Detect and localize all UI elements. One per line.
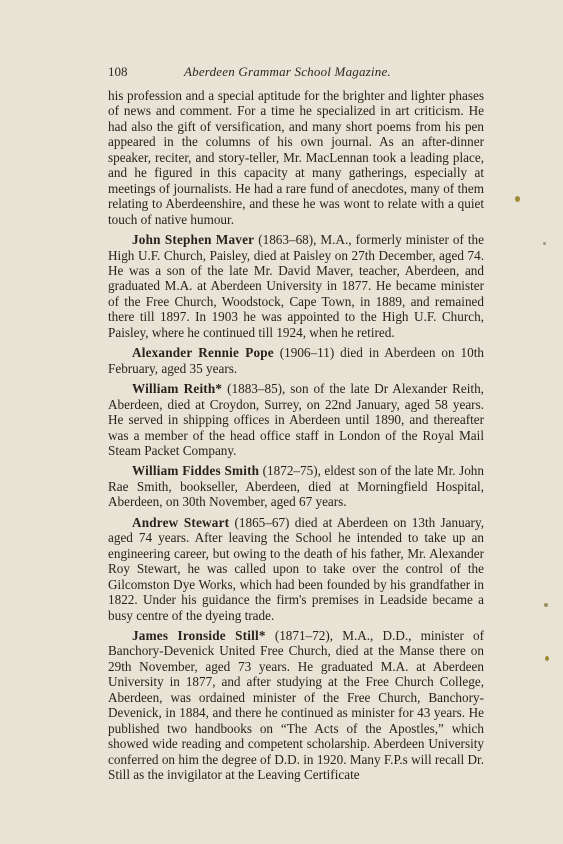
entry-text: (1883–85), son of the late Dr Alexander Reith, Aberdeen, died at Croydon, Surrey, on 22nd January, aged 58 years. He served in shipping offices in Aberdeen until 1890, and thereafter was a member of the head office staff in London of the Royal Mail Steam Packet Company. — [108, 381, 484, 458]
body-text — [108, 88, 484, 787]
margin-speck — [543, 242, 546, 245]
entry-text: (1872–75), eldest son of the late Mr. John Rae Smith, bookseller, Aberdeen, died at Morningfield Hospital, Aberdeen, on 30th November, aged 67 years. — [108, 463, 484, 510]
person-name: James Ironside Still* — [132, 627, 266, 643]
entry-text: (1865–67) died at Aberdeen on 13th January, aged 74 years. After leaving the School he intended to take up an engineering career, but owing to the death of his father, Mr. Alexander Roy Stewart, he was called upon to take over the control of the Gilcomston Dye Works, which had been founded by his grandfather in 1822. Under his guidance the firm's premises in Leadside became a busy centre of the dyeing trade. — [108, 514, 484, 623]
person-name: William Fiddes Smith — [132, 463, 260, 479]
margin-speck — [544, 603, 548, 607]
entry-text: (1863–68), M.A., formerly minister of the High U.F. Church, Paisley, died at Paisley on 27th December, aged 74. He was a son of the late Mr. David Maver, teacher, Aberdeen, and graduated M.A. at Aberdeen University in 1877. He became minister of the Free Church, Woodstock, Cape Town, in 1889, and remained there till 1897. In 1903 he was appointed to the High U.F. Church, Paisley, where he continued till 1924, when he retired. — [108, 232, 484, 340]
margin-speck — [515, 196, 520, 202]
obituary-entry — [108, 381, 484, 458]
person-name: William Reith* — [132, 381, 223, 397]
page-number: 108 — [108, 64, 128, 79]
obituary-entry — [108, 515, 484, 623]
obituary-entry — [108, 345, 484, 376]
person-name: Andrew Stewart — [132, 514, 230, 530]
entry-text: (1871–72), M.A., D.D., minister of Banchory-Devenick United Free Church, died at the Manse there on 29th November, aged 73 years. He graduated M.A. at Aberdeen University in 1877, and after studying at the Free Church College, Aberdeen, was ordained minister of the Free Church, Banchory-Devenick, in 1884, and there he continued as minister for 43 years. He published two handbooks on “The Acts of the Apostles,” which showed wide reading and competent scholarship. Aberdeen University conferred on him the degree of D.D. in 1920. Many F.P.s will recall Dr. Still as the invigilator at the Leaving Certificate — [108, 627, 484, 783]
entry-text: (1906–11) died in Aberdeen on 10th February, aged 35 years. — [108, 345, 484, 376]
paragraph-text: his profession and a special aptitude for the brighter and lighter phases of news and comment. For a time he specialized in art criticism. He had also the gift of versification, and many short poems from his pen appeared in the columns of his own journal. As an after-dinner speaker, reciter, and story-teller, Mr. MacLennan took a leading place, and he figured in this capacity at many gatherings, especially at meetings of journalists. He had a rare fund of anecdotes, many of them relating to Aberdeenshire, and these he was wont to relate with a quiet touch of native humour. — [108, 88, 484, 227]
person-name: John Stephen Maver — [132, 232, 255, 248]
obituary-entry — [108, 628, 484, 783]
margin-speck — [545, 656, 549, 661]
obituary-entry — [108, 463, 484, 509]
person-name: Alexander Rennie Pope — [132, 345, 274, 361]
running-title: Aberdeen Grammar School Magazine. — [184, 64, 391, 79]
continued-paragraph — [108, 88, 484, 227]
obituary-entry — [108, 232, 484, 340]
